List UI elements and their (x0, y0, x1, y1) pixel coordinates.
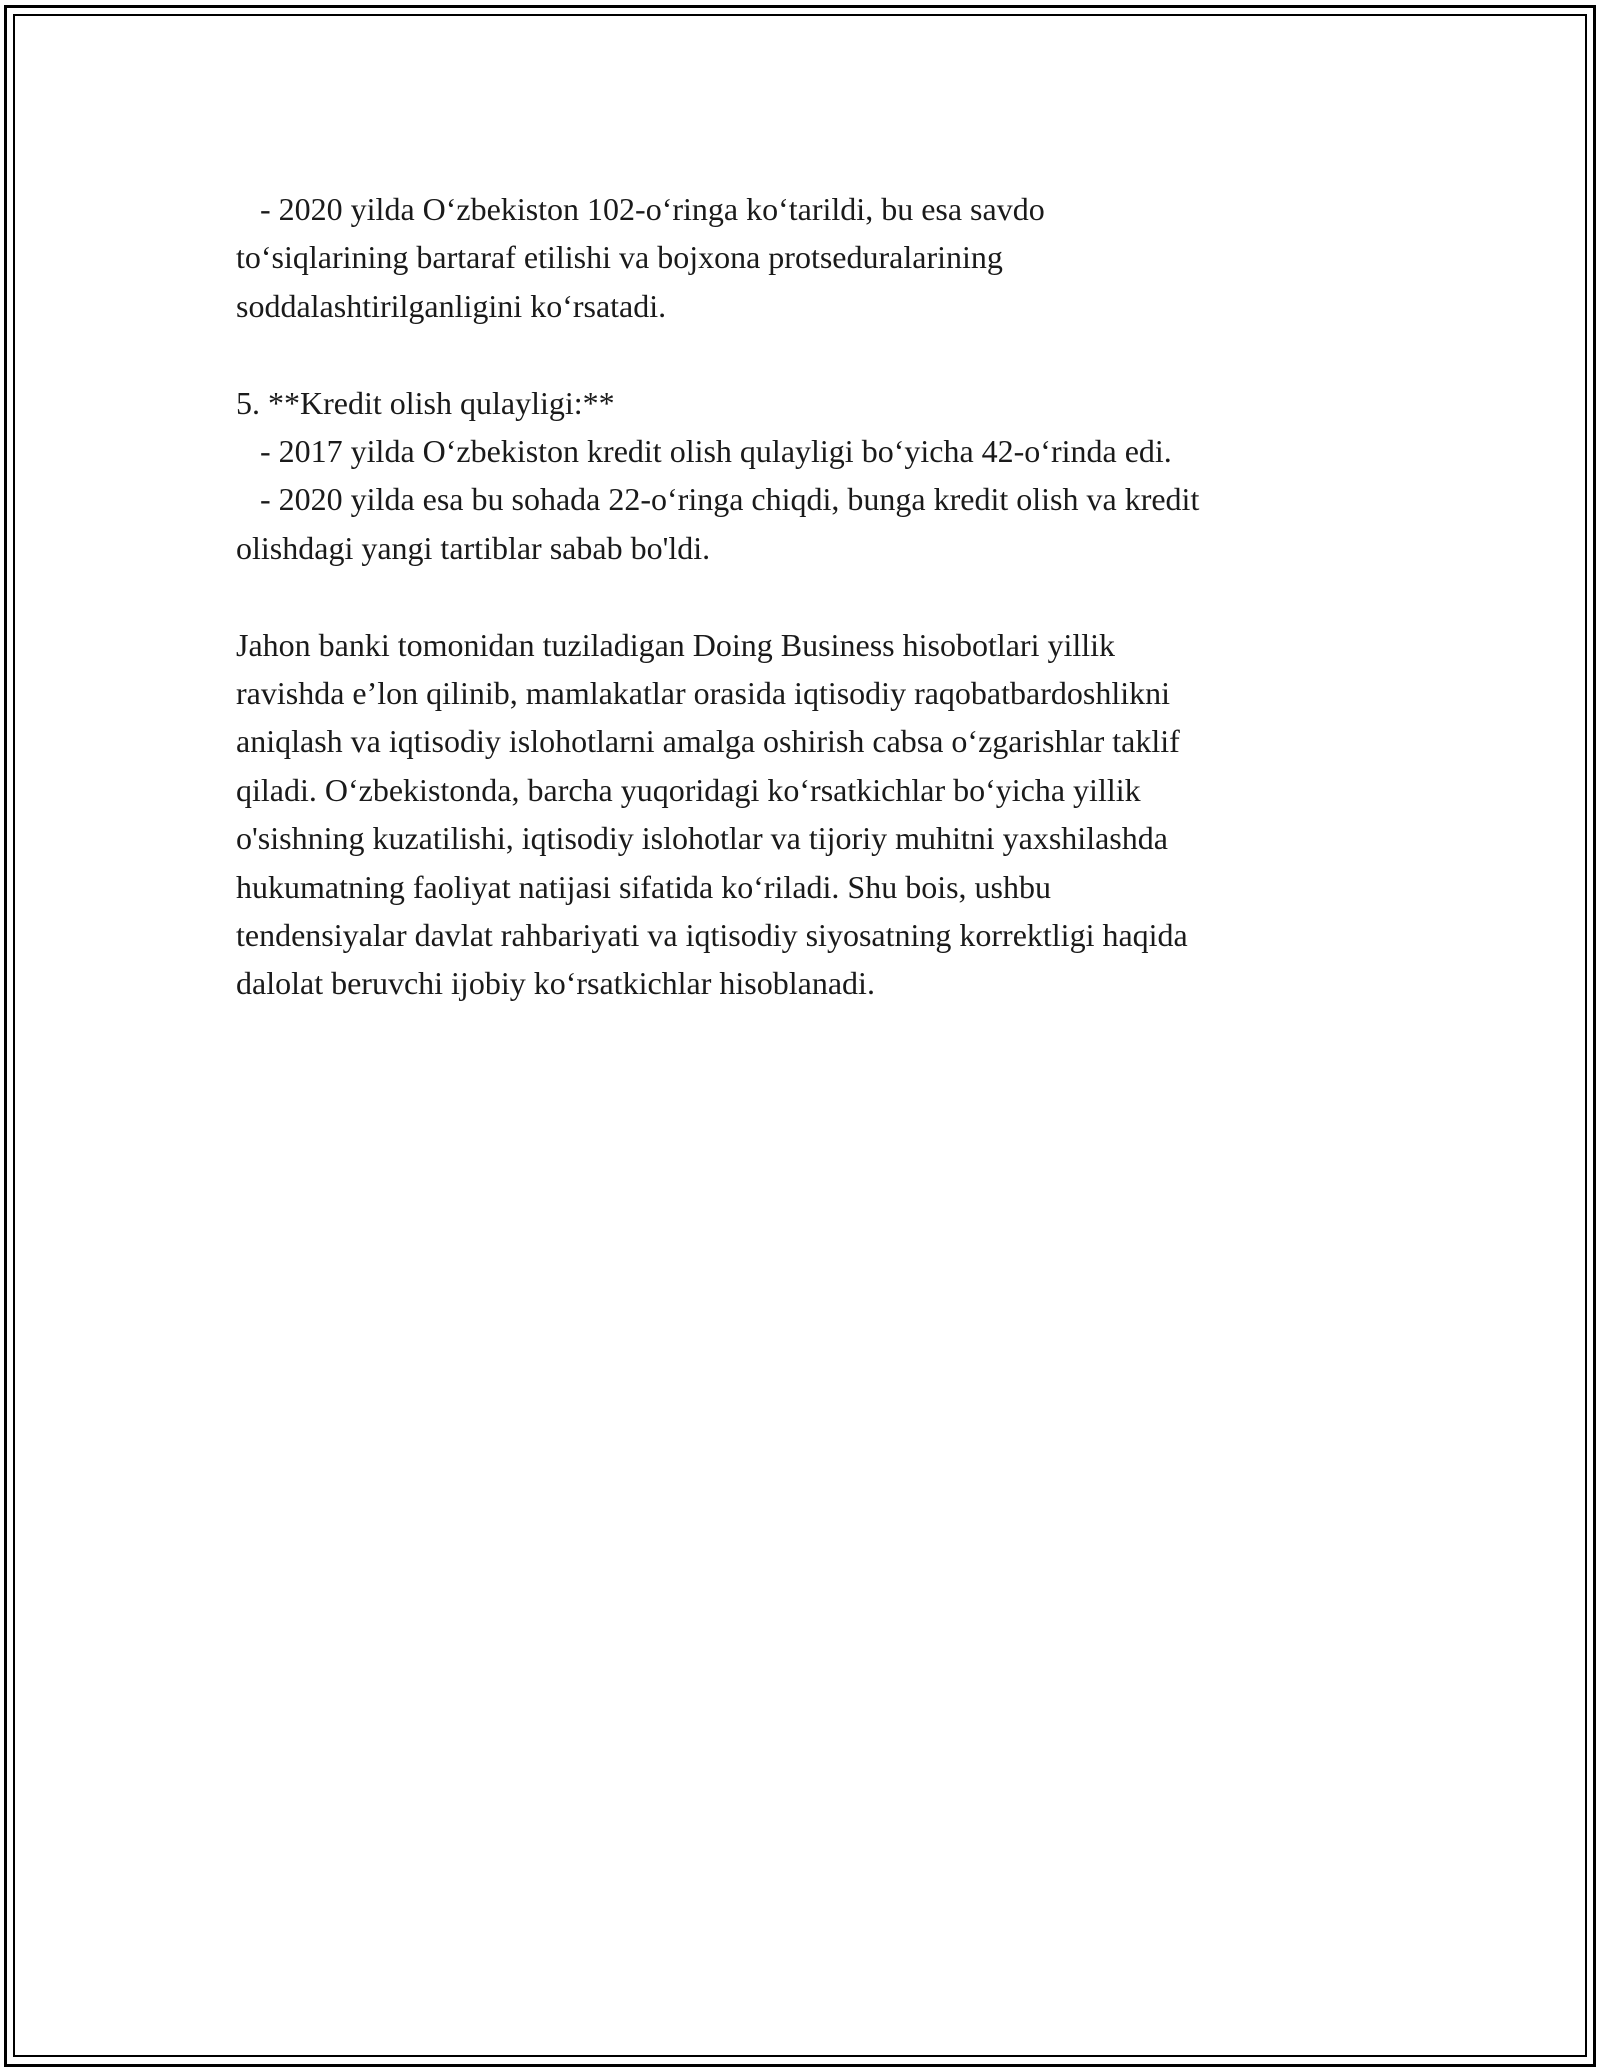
text-line: tendensiyalar davlat rahbariyati va iqtisodiy siyosatning korrektligi haqida (236, 917, 1188, 954)
section-heading: 5. **Kredit olish qulayligi:** (236, 384, 615, 421)
paragraph-conclusion (236, 621, 1376, 1008)
text-line: - 2017 yilda O‘zbekiston kredit olish qulayligi bo‘yicha 42-o‘rinda edi. (236, 433, 1172, 470)
document-body (236, 185, 1376, 1008)
paragraph-spacer (236, 330, 1376, 378)
paragraph-trade-2020 (236, 185, 1376, 330)
text-line: Jahon banki tomonidan tuziladigan Doing Business hisobotlari yillik (236, 626, 1116, 663)
text-line: - 2020 yilda esa bu sohada 22-o‘ringa chiqdi, bunga kredit olish va kredit (236, 481, 1200, 518)
text-line: hukumatning faoliyat natijasi sifatida ko‘riladi. Shu bois, ushbu (236, 868, 1051, 905)
text-line: soddalashtirilganligini ko‘rsatadi. (236, 287, 667, 324)
text-line: aniqlash va iqtisodiy islohotlarni amalga oshirish cabsa o‘zgarishlar taklif (236, 723, 1180, 760)
section-credit (236, 379, 1376, 573)
text-line: ravishda e’lon qilinib, mamlakatlar orasida iqtisodiy raqobatbardoshlikni (236, 675, 1170, 712)
text-line: o'sishning kuzatilishi, iqtisodiy islohotlar va tijoriy muhitni yaxshilashda (236, 820, 1168, 857)
text-line: to‘siqlarining bartaraf etilishi va bojxona protseduralarining (236, 239, 1003, 276)
paragraph-spacer (236, 572, 1376, 620)
text-line: olishdagi yangi tartiblar sabab bo'ldi. (236, 529, 711, 566)
text-line: dalolat beruvchi ijobiy ko‘rsatkichlar hisoblanadi. (236, 965, 875, 1002)
text-line: qiladi. O‘zbekistonda, barcha yuqoridagi ko‘rsatkichlar bo‘yicha yillik (236, 771, 1141, 808)
text-line: - 2020 yilda O‘zbekiston 102-o‘ringa ko‘tarildi, bu esa savdo (236, 191, 1045, 227)
